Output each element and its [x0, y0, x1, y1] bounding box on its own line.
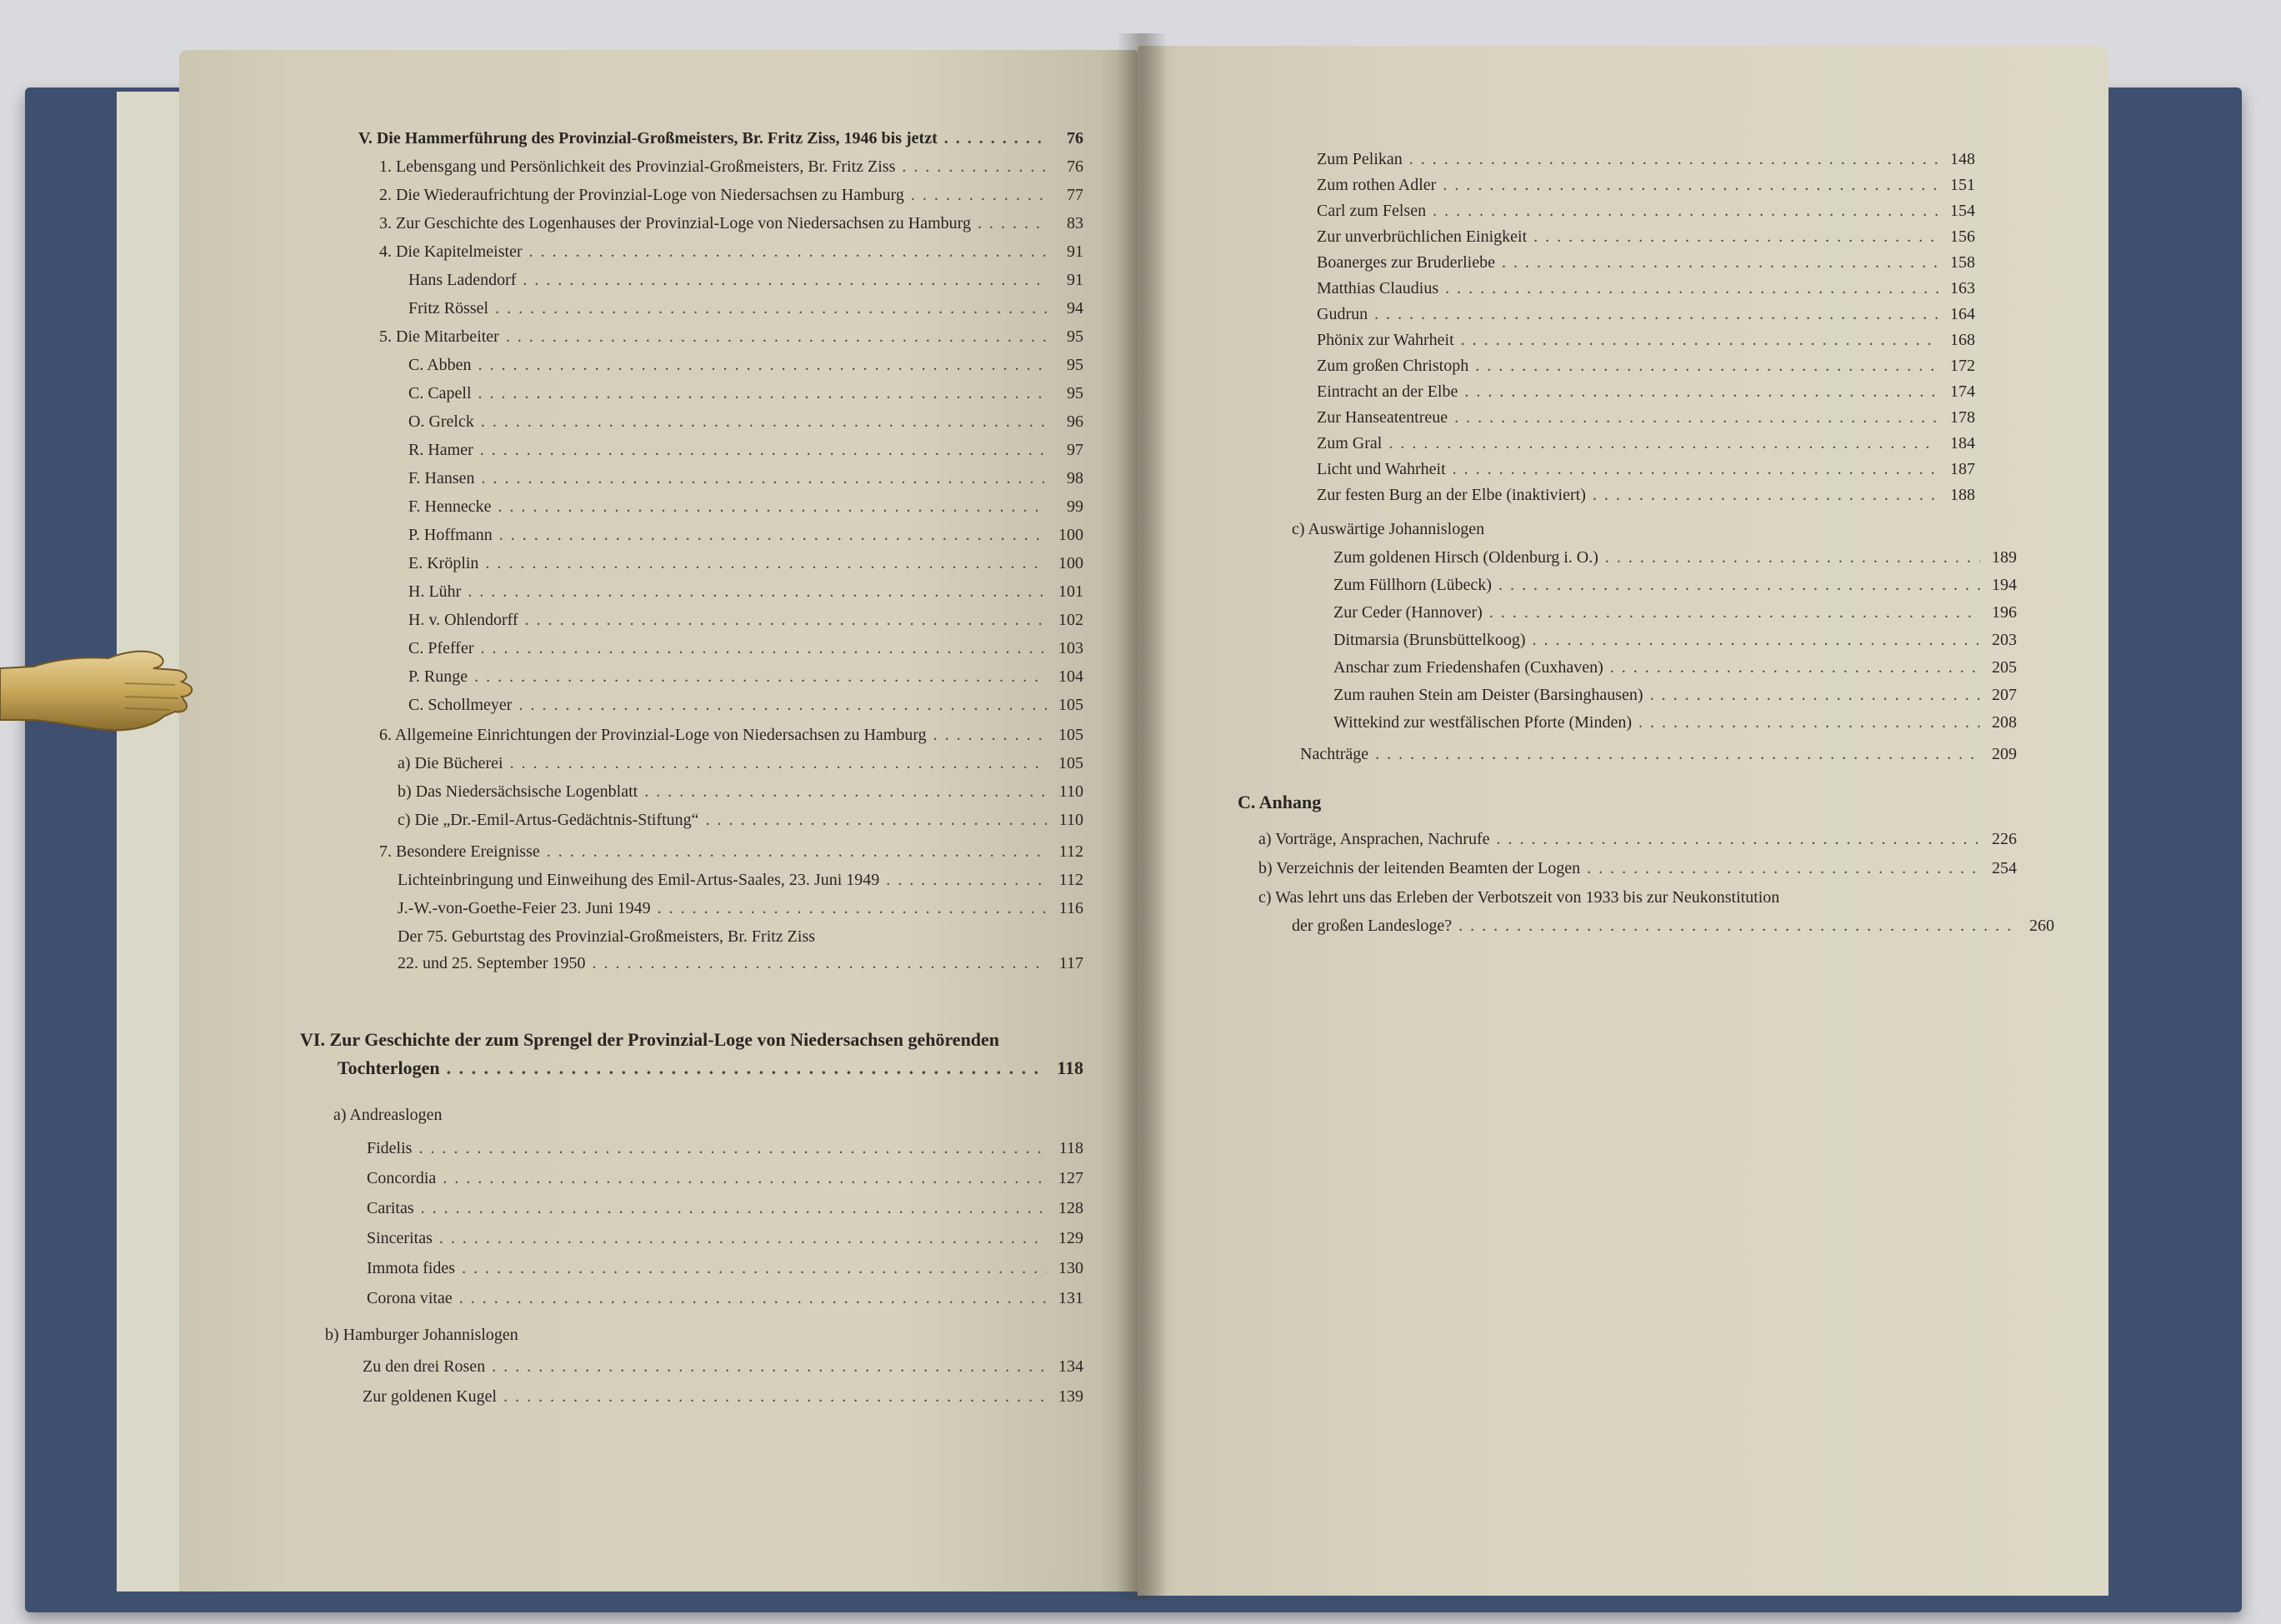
- toc-entry[interactable]: [1317, 382, 1975, 402]
- toc-title: Zum goldenen Hirsch (Oldenburg i. O.): [1333, 548, 1598, 567]
- toc-page: 131: [1058, 1289, 1083, 1307]
- toc-page: 77: [1067, 186, 1083, 204]
- toc-page: 112: [1058, 842, 1083, 861]
- toc-title: 7. Besondere Ereignisse: [379, 842, 540, 861]
- toc-entry[interactable]: [1333, 575, 2017, 595]
- toc-dots: [1605, 547, 1980, 567]
- toc-entry[interactable]: [1333, 630, 2017, 650]
- toc-entry[interactable]: [1317, 278, 1975, 298]
- toc-page: 187: [1950, 460, 1975, 478]
- toc-dots: [1533, 630, 1980, 650]
- toc-page: 178: [1950, 408, 1975, 427]
- toc-page: 83: [1067, 214, 1083, 232]
- toc-title: 22. und 25. September 1950: [398, 954, 586, 972]
- toc-page: 95: [1067, 384, 1083, 402]
- toc-entry[interactable]: [398, 810, 1083, 830]
- toc-dots: [523, 270, 1047, 290]
- toc-title: Zur goldenen Kugel: [363, 1387, 498, 1406]
- toc-entry[interactable]: [398, 898, 1083, 918]
- toc-page: 151: [1950, 176, 1975, 194]
- toc-entry[interactable]: [1317, 227, 1975, 247]
- toc-dots: [529, 242, 1047, 262]
- toc-title: C. Abben: [408, 356, 472, 374]
- toc-page: 110: [1058, 782, 1083, 801]
- toc-dots: [482, 468, 1047, 488]
- toc-entry[interactable]: [367, 1138, 1083, 1158]
- toc-entry[interactable]: [379, 725, 1083, 745]
- toc-page: 76: [1067, 129, 1083, 147]
- toc-entry[interactable]: [379, 213, 1083, 233]
- toc-entry[interactable]: [1317, 433, 1975, 453]
- toc-page: 168: [1950, 331, 1975, 349]
- toc-page: 97: [1067, 441, 1083, 459]
- toc-title: J.-W.-von-Goethe-Feier 23. Juni 1949: [398, 899, 651, 917]
- toc-entry[interactable]: [408, 412, 1083, 432]
- toc-page: 104: [1058, 667, 1083, 686]
- toc-page: 196: [1992, 603, 2017, 622]
- toc-entry[interactable]: [1258, 858, 2017, 878]
- toc-page: 127: [1058, 1169, 1083, 1187]
- toc-entry[interactable]: [408, 497, 1083, 517]
- toc-title: Zum Füllhorn (Lübeck): [1333, 576, 1492, 594]
- toc-dots: [421, 1198, 1047, 1218]
- toc-entry[interactable]: [1333, 712, 2017, 732]
- toc-entry[interactable]: [1333, 602, 2017, 622]
- toc-title: C. Anhang: [1238, 792, 1322, 812]
- toc-dots: [478, 383, 1047, 403]
- toc-page: 260: [2029, 917, 2054, 935]
- toc-title: Hans Ladendorf: [408, 271, 517, 289]
- toc-entry[interactable]: [363, 1357, 1083, 1377]
- toc-dots: [1374, 304, 1938, 324]
- toc-entry[interactable]: [367, 1258, 1083, 1278]
- toc-entry[interactable]: [408, 695, 1083, 715]
- toc-entry[interactable]: [379, 157, 1083, 177]
- toc-page: 164: [1950, 305, 1975, 323]
- toc-dots: [510, 753, 1047, 773]
- toc-dots: [1498, 575, 1980, 595]
- toc-dots: [1650, 685, 1980, 705]
- toc-page: 129: [1058, 1229, 1083, 1247]
- toc-entry[interactable]: [1333, 547, 2017, 567]
- toc-dots: [1464, 382, 1938, 402]
- toc-dots: [911, 185, 1047, 205]
- toc-page: 154: [1950, 202, 1975, 220]
- toc-dots: [1475, 356, 1938, 376]
- toc-title: O. Grelck: [408, 412, 474, 431]
- toc-entry[interactable]: [367, 1228, 1083, 1248]
- toc-dots: [1453, 459, 1938, 479]
- toc-title: VI. Zur Geschichte der zum Sprengel der Provinzial-Loge von Niedersachsen gehörenden: [300, 1029, 1000, 1050]
- hand-bookmark-icon[interactable]: [0, 633, 196, 750]
- toc-page: 205: [1992, 658, 2017, 677]
- toc-title: c) Die „Dr.-Emil-Artus-Gedächtnis-Stiftung“: [398, 811, 699, 829]
- toc-entry[interactable]: [1317, 252, 1975, 272]
- toc-dots: [1443, 175, 1938, 195]
- toc-page: 98: [1067, 469, 1083, 487]
- toc-entry[interactable]: [367, 1198, 1083, 1218]
- toc-title: 1. Lebensgang und Persönlichkeit des Provinzial-Großmeisters, Br. Fritz Ziss: [379, 157, 896, 176]
- right-toc: [1138, 46, 2108, 1596]
- toc-page: 112: [1058, 871, 1083, 889]
- toc-title: E. Kröplin: [408, 554, 479, 572]
- toc-anhang-heading[interactable]: [1238, 792, 2017, 812]
- toc-entry[interactable]: [1292, 916, 2054, 936]
- toc-section-v[interactable]: [358, 128, 1083, 148]
- toc-page: 76: [1067, 157, 1083, 176]
- toc-title: Caritas: [367, 1199, 414, 1217]
- toc-dots: [1433, 201, 1938, 221]
- toc-entry[interactable]: [1317, 149, 1975, 169]
- toc-entry[interactable]: [408, 298, 1083, 318]
- toc-dots: [462, 1258, 1047, 1278]
- toc-title: Lichteinbringung und Einweihung des Emil-Artus-Saales, 23. Juni 1949: [398, 871, 880, 889]
- toc-page: 189: [1992, 548, 2017, 567]
- toc-title: Phönix zur Wahrheit: [1317, 331, 1454, 349]
- toc-dots: [1458, 916, 2018, 936]
- toc-page: 130: [1058, 1259, 1083, 1277]
- toc-title: Zum rothen Adler: [1317, 176, 1437, 194]
- toc-entry[interactable]: [398, 782, 1083, 802]
- toc-title: a) Die Bücherei: [398, 754, 503, 772]
- toc-page: 117: [1058, 954, 1083, 972]
- toc-page: 209: [1992, 745, 2017, 763]
- toc-title: V. Die Hammerführung des Provinzial-Großmeisters, Br. Fritz Ziss, 1946 bis jetzt: [358, 129, 938, 147]
- toc-section-vi-line1[interactable]: [300, 1030, 1083, 1050]
- toc-page: 184: [1950, 434, 1975, 452]
- toc-title: Gudrun: [1317, 305, 1368, 323]
- toc-title: b) Verzeichnis der leitenden Beamten der Logen: [1258, 859, 1581, 877]
- toc-title: b) Das Niedersächsische Logenblatt: [398, 782, 638, 801]
- toc-page: 128: [1058, 1199, 1083, 1217]
- toc-page: 95: [1067, 327, 1083, 346]
- toc-title: Sinceritas: [367, 1229, 433, 1247]
- toc-title: Fritz Rössel: [408, 299, 489, 317]
- toc-dots: [658, 898, 1047, 918]
- toc-entry[interactable]: [408, 638, 1083, 658]
- toc-title: P. Hoffmann: [408, 526, 493, 544]
- toc-title: der großen Landesloge?: [1292, 917, 1453, 935]
- toc-entry[interactable]: [379, 327, 1083, 347]
- toc-dots: [1593, 485, 1938, 505]
- toc-page: 163: [1950, 279, 1975, 297]
- toc-dots: [1375, 744, 1980, 764]
- toc-page: 96: [1067, 412, 1083, 431]
- toc-title: Zur unverbrüchlichen Einigkeit: [1317, 227, 1528, 246]
- toc-entry[interactable]: [1258, 829, 2017, 849]
- toc-title: Zum großen Christoph: [1317, 357, 1469, 375]
- toc-dots: [518, 695, 1047, 715]
- toc-entry[interactable]: [1317, 175, 1975, 195]
- toc-dots: [547, 842, 1047, 862]
- right-page: [1138, 46, 2108, 1596]
- toc-page: 118: [1058, 1139, 1083, 1157]
- toc-page: 254: [1992, 859, 2017, 877]
- toc-dots: [1533, 227, 1938, 247]
- toc-title: P. Runge: [408, 667, 468, 686]
- book-gutter: [1117, 33, 1167, 1600]
- toc-dots: [933, 725, 1047, 745]
- toc-page: 110: [1058, 811, 1083, 829]
- toc-dots: [492, 1357, 1047, 1377]
- toc-title: H. Lühr: [408, 582, 462, 601]
- toc-title: a) Vorträge, Ansprachen, Nachrufe: [1258, 830, 1490, 848]
- toc-page: 188: [1950, 486, 1975, 504]
- toc-dots: [593, 953, 1047, 973]
- toc-entry[interactable]: [1317, 459, 1975, 479]
- toc-subheading-auswaertige[interactable]: [1292, 519, 2017, 539]
- toc-entry[interactable]: [1258, 887, 2017, 907]
- toc-entry[interactable]: [408, 440, 1083, 460]
- toc-page: 118: [1057, 1057, 1083, 1078]
- toc-page: 226: [1992, 830, 2017, 848]
- toc-page: 134: [1058, 1357, 1083, 1376]
- toc-title: Zur Ceder (Hannover): [1333, 603, 1483, 622]
- toc-entry[interactable]: [1317, 304, 1975, 324]
- toc-title: Zu den drei Rosen: [363, 1357, 486, 1376]
- toc-page: 208: [1992, 713, 2017, 732]
- toc-page: 156: [1950, 227, 1975, 246]
- toc-entry[interactable]: [398, 753, 1083, 773]
- toc-entry[interactable]: [408, 383, 1083, 403]
- toc-dots: [503, 1387, 1047, 1407]
- toc-title: C. Capell: [408, 384, 472, 402]
- left-page: [179, 50, 1138, 1592]
- toc-page: 94: [1067, 299, 1083, 317]
- toc-dots: [1496, 829, 1980, 849]
- toc-dots: [978, 213, 1047, 233]
- toc-title: Boanerges zur Bruderliebe: [1317, 253, 1495, 272]
- toc-title: c) Auswärtige Johannislogen: [1292, 520, 1485, 538]
- toc-page: 203: [1992, 631, 2017, 649]
- toc-entry[interactable]: [408, 610, 1083, 630]
- toc-page: 148: [1950, 150, 1975, 168]
- toc-title: Anschar zum Friedenshafen (Cuxhaven): [1333, 658, 1603, 677]
- toc-title: Wittekind zur westfälischen Pforte (Minden): [1333, 713, 1632, 732]
- toc-subheading-johannislogen[interactable]: [325, 1325, 1083, 1345]
- toc-entry[interactable]: [408, 355, 1083, 375]
- toc-nachtraege[interactable]: [1300, 744, 2017, 764]
- toc-page: 174: [1950, 382, 1975, 401]
- toc-title: Immota fides: [367, 1259, 456, 1277]
- toc-page: 99: [1067, 497, 1083, 516]
- toc-entry[interactable]: [408, 525, 1083, 545]
- toc-title: Nachträge: [1300, 745, 1369, 763]
- toc-entry[interactable]: [408, 667, 1083, 687]
- toc-title: Der 75. Geburtstag des Provinzial-Großmeisters, Br. Fritz Ziss: [398, 927, 816, 946]
- toc-entry[interactable]: [1317, 201, 1975, 221]
- toc-title: 6. Allgemeine Einrichtungen der Provinzial-Loge von Niedersachsen zu Hamburg: [379, 726, 927, 744]
- toc-dots: [525, 610, 1047, 630]
- toc-title: Tochterlogen: [338, 1057, 440, 1078]
- toc-title: Ditmarsia (Brunsbüttelkoog): [1333, 631, 1526, 649]
- toc-page: 103: [1058, 639, 1083, 657]
- toc-entry[interactable]: [379, 242, 1083, 262]
- toc-entry[interactable]: [1317, 485, 1975, 505]
- toc-title: F. Hennecke: [408, 497, 492, 516]
- toc-dots: [506, 327, 1047, 347]
- toc-dots: [478, 355, 1047, 375]
- toc-page: 158: [1950, 253, 1975, 272]
- toc-dots: [706, 810, 1047, 830]
- toc-title: 2. Die Wiederaufrichtung der Provinzial-Loge von Niedersachsen zu Hamburg: [379, 186, 904, 204]
- toc-dots: [1454, 407, 1938, 427]
- toc-entry[interactable]: [363, 1387, 1083, 1407]
- toc-entry[interactable]: [398, 870, 1083, 890]
- toc-title: Carl zum Felsen: [1317, 202, 1427, 220]
- toc-dots: [474, 667, 1047, 687]
- toc-entry[interactable]: [379, 185, 1083, 205]
- toc-page: 95: [1067, 356, 1083, 374]
- toc-title: 3. Zur Geschichte des Logenhauses der Provinzial-Loge von Niedersachsen zu Hamburg: [379, 214, 971, 232]
- toc-title: c) Was lehrt uns das Erleben der Verbotszeit von 1933 bis zur Neukonstitution: [1258, 888, 1780, 907]
- toc-dots: [439, 1228, 1047, 1248]
- toc-entry[interactable]: [1317, 330, 1975, 350]
- toc-dots: [480, 440, 1047, 460]
- toc-entry[interactable]: [408, 582, 1083, 602]
- toc-dots: [447, 1058, 1047, 1078]
- toc-entry[interactable]: [1333, 657, 2017, 677]
- toc-title: Zur Hanseatentreue: [1317, 408, 1448, 427]
- toc-dots: [1638, 712, 1980, 732]
- toc-page: 91: [1067, 242, 1083, 261]
- toc-dots: [1587, 858, 1980, 878]
- toc-entry[interactable]: [398, 927, 1083, 947]
- toc-subheading-andreaslogen[interactable]: [333, 1105, 1083, 1125]
- toc-title: a) Andreaslogen: [333, 1106, 443, 1124]
- toc-dots: [1409, 149, 1938, 169]
- toc-title: Zur festen Burg an der Elbe (inaktiviert): [1317, 486, 1586, 504]
- toc-dots: [1489, 602, 1980, 622]
- toc-dots: [485, 553, 1047, 573]
- toc-dots: [481, 412, 1047, 432]
- toc-page: 194: [1992, 576, 2017, 594]
- toc-dots: [495, 298, 1047, 318]
- toc-page: 105: [1058, 726, 1083, 744]
- toc-dots: [1388, 433, 1938, 453]
- toc-page: 100: [1058, 526, 1083, 544]
- toc-page: 207: [1992, 686, 2017, 704]
- toc-page: 172: [1950, 357, 1975, 375]
- toc-dots: [418, 1138, 1047, 1158]
- toc-dots: [1445, 278, 1938, 298]
- toc-entry[interactable]: [367, 1288, 1083, 1308]
- toc-entry[interactable]: [1317, 356, 1975, 376]
- toc-page: 102: [1058, 611, 1083, 629]
- toc-title: b) Hamburger Johannislogen: [325, 1326, 518, 1344]
- toc-title: Concordia: [367, 1169, 437, 1187]
- toc-entry[interactable]: [408, 468, 1083, 488]
- toc-title: Zum Gral: [1317, 434, 1383, 452]
- toc-dots: [499, 525, 1047, 545]
- toc-page: 101: [1058, 582, 1083, 601]
- toc-entry[interactable]: [398, 953, 1083, 973]
- toc-dots: [644, 782, 1047, 802]
- toc-dots: [443, 1168, 1047, 1188]
- toc-page: 105: [1058, 696, 1083, 714]
- toc-dots: [886, 870, 1047, 890]
- toc-page: 139: [1058, 1387, 1083, 1406]
- toc-entry[interactable]: [408, 553, 1083, 573]
- toc-dots: [481, 638, 1048, 658]
- toc-title: Eintracht an der Elbe: [1317, 382, 1458, 401]
- toc-dots: [1610, 657, 1980, 677]
- toc-entry[interactable]: [367, 1168, 1083, 1188]
- toc-dots: [902, 157, 1047, 177]
- toc-title: C. Pfeffer: [408, 639, 474, 657]
- toc-title: Zum Pelikan: [1317, 150, 1403, 168]
- toc-page: 91: [1067, 271, 1083, 289]
- toc-title: Zum rauhen Stein am Deister (Barsinghausen): [1333, 686, 1643, 704]
- toc-dots: [459, 1288, 1047, 1308]
- toc-title: 4. Die Kapitelmeister: [379, 242, 523, 261]
- toc-dots: [1502, 252, 1938, 272]
- toc-title: Fidelis: [367, 1139, 413, 1157]
- toc-dots: [468, 582, 1047, 602]
- toc-dots: [1461, 330, 1938, 350]
- toc-title: R. Hamer: [408, 441, 473, 459]
- toc-title: F. Hansen: [408, 469, 475, 487]
- toc-title: Matthias Claudius: [1317, 279, 1439, 297]
- toc-entry[interactable]: [379, 842, 1083, 862]
- toc-entry[interactable]: [1333, 685, 2017, 705]
- toc-title: Licht und Wahrheit: [1317, 460, 1446, 478]
- left-toc: [179, 50, 1138, 1592]
- toc-title: H. v. Ohlendorff: [408, 611, 518, 629]
- toc-page: 105: [1058, 754, 1083, 772]
- toc-page: 116: [1058, 899, 1083, 917]
- toc-page: 100: [1058, 554, 1083, 572]
- toc-title: C. Schollmeyer: [408, 696, 513, 714]
- toc-title: Corona vitae: [367, 1289, 453, 1307]
- toc-entry[interactable]: [408, 270, 1083, 290]
- toc-title: 5. Die Mitarbeiter: [379, 327, 499, 346]
- toc-entry[interactable]: [1317, 407, 1975, 427]
- toc-section-vi-line2[interactable]: [338, 1058, 1083, 1078]
- toc-dots: [498, 497, 1047, 517]
- toc-dots: [944, 128, 1047, 148]
